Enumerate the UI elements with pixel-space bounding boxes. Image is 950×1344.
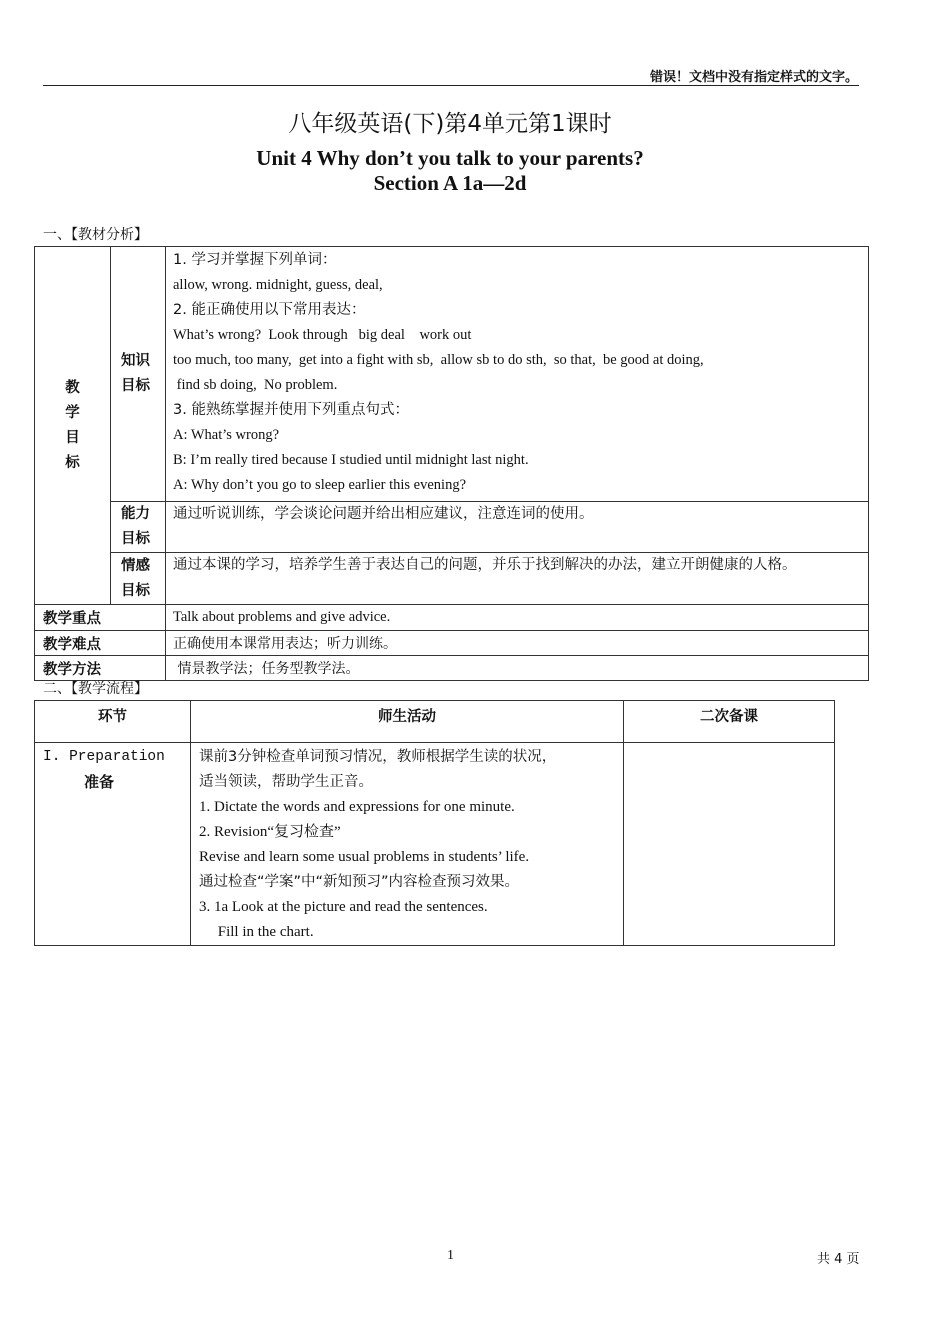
list-item: 1. Dictate the words and expressions for one minute. bbox=[199, 799, 515, 815]
list-item: Revise and learn some usual problems in students’ life. bbox=[199, 849, 530, 865]
list-item: allow, wrong. midnight, guess, deal, bbox=[173, 277, 383, 293]
header-error-text: 错误！文档中没有指定样式的文字。 bbox=[649, 70, 858, 85]
header-rule bbox=[43, 85, 859, 86]
list-item: Fill in the chart. bbox=[199, 924, 314, 940]
difficult-points-label: 教学难点 bbox=[35, 631, 166, 656]
column-header-notes: 二次备课 bbox=[624, 701, 835, 743]
list-item: B: I’m really tired because I studied until midnight last night. bbox=[173, 452, 529, 468]
list-item: 3. 能熟练掌握并使用下列重点句式： bbox=[173, 402, 409, 418]
knowledge-goal-content bbox=[166, 247, 869, 502]
teaching-methods-label: 教学方法 bbox=[35, 656, 166, 681]
list-item: 适当领读，帮助学生正音。 bbox=[199, 774, 373, 790]
key-points-label: 教学重点 bbox=[35, 605, 166, 631]
stage-cell bbox=[35, 743, 191, 946]
list-item: 1. 学习并掌握下列单词： bbox=[173, 252, 337, 268]
list-item: A: What’s wrong? bbox=[173, 427, 280, 443]
stage-english: I. Preparation bbox=[43, 749, 165, 765]
difficult-points-content: 正确使用本课常用表达；听力训练。 bbox=[166, 631, 869, 656]
list-item: 课前3分钟检查单词预习情况，教师根据学生读的状况， bbox=[199, 749, 557, 765]
analysis-table bbox=[34, 246, 869, 681]
page-title-english bbox=[0, 146, 900, 196]
key-points-content: Talk about problems and give advice. bbox=[166, 605, 869, 631]
section2-label: 二、【教学流程】 bbox=[43, 681, 148, 697]
activity-cell bbox=[191, 743, 624, 946]
page-number: 1 bbox=[447, 1248, 454, 1263]
stage-chinese: 准备 bbox=[84, 773, 115, 791]
process-table bbox=[34, 700, 835, 946]
total-pages: 共 4 页 bbox=[817, 1252, 860, 1267]
list-item: A: Why don’t you go to sleep earlier this evening? bbox=[173, 477, 467, 493]
page-title-chinese: 八年级英语(下)第4单元第1课时 bbox=[288, 111, 612, 137]
list-item: What’s wrong? Look through big deal work out bbox=[173, 327, 472, 343]
emotion-goal-label: 情感 目标 bbox=[111, 553, 166, 605]
ability-goal-label: 能力 目标 bbox=[111, 502, 166, 553]
section1-label: 一、【教材分析】 bbox=[43, 227, 148, 243]
table-row bbox=[35, 743, 835, 946]
list-item: too much, too many, get into a fight with sb, allow sb to do sth, so that, be good at doing, bbox=[173, 352, 704, 368]
list-item: 2. Revision“复习检查” bbox=[199, 824, 341, 840]
teaching-goals-label: 教 学 目 标 bbox=[35, 247, 111, 605]
list-item: 3. 1a Look at the picture and read the sentences. bbox=[199, 899, 488, 915]
knowledge-goal-label: 知识 目标 bbox=[111, 247, 166, 502]
emotion-goal-content: 通过本课的学习，培养学生善于表达自己的问题，并乐于找到解决的办法，建立开朗健康的人格。 bbox=[166, 553, 869, 605]
list-item: find sb doing, No problem. bbox=[173, 377, 338, 393]
list-item: 通过检查“学案”中“新知预习”内容检查预习效果。 bbox=[199, 874, 520, 890]
ability-goal-content: 通过听说训练，学会谈论问题并给出相应建议，注意连词的使用。 bbox=[166, 502, 869, 553]
notes-cell bbox=[624, 743, 835, 946]
title-unit: Unit 4 Why don’t you talk to your parents? bbox=[256, 146, 644, 170]
list-item: 2. 能正确使用以下常用表达： bbox=[173, 302, 366, 318]
column-header-activity: 师生活动 bbox=[191, 701, 624, 743]
column-header-stage: 环节 bbox=[35, 701, 191, 743]
teaching-methods-content: 情景教学法；任务型教学法。 bbox=[166, 656, 869, 681]
title-section: Section A 1a—2d bbox=[373, 171, 527, 195]
